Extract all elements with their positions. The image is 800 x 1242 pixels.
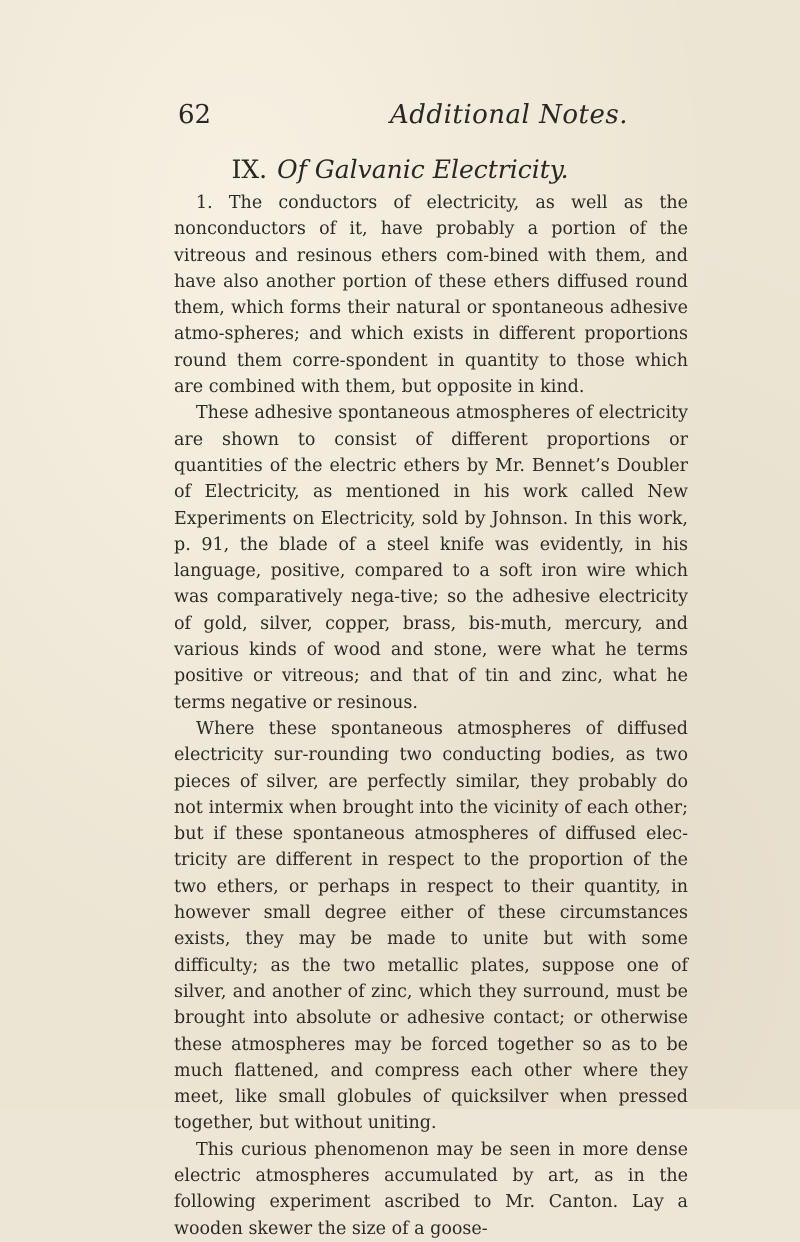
paragraph: These adhesive spontaneous atmospheres of electricity are shown to consist of different proportions or quantities of the electric ethers by Mr. Bennet’s Doubler of Electricity, as mentioned in his work called New Experiments on Electricity, sold by Johnson. In this work, p. 91, the blade of a steel knife was evidently, in his language, positive, compared to a soft iron wire which was comparatively nega-tive; so the adhesive electricity of gold, silver, copper, brass, bis-muth, mercury, and various kinds of wood and stone, were what he terms positive or vitreous; and that of tin and zinc, what he terms negative or resinous.	[174, 403, 688, 713]
section-heading	[0, 155, 800, 184]
section-title: Of Galvanic Electricity.	[277, 155, 569, 184]
section-number: IX.	[231, 155, 268, 184]
paragraph: 1. The conductors of electricity, as well as the nonconductors of it, have probably a portion of the vitreous and resinous ethers com-bined with them, and have also another portion of these ethers diffused round them, which forms their natural or spontaneous adhesive atmo-spheres; and which exists in different proportions round them corre-spondent in quantity to those which are combined with them, but opposite in kind.	[174, 193, 688, 398]
page-number: 62	[178, 100, 212, 130]
running-head	[0, 100, 800, 140]
paragraph: This curious phenomenon may be seen in more dense electric atmospheres accumulated by art, as in the following experiment ascribed to Mr. Canton. Lay a wooden skewer the size of a goose-	[174, 1139, 688, 1239]
running-title: Additional Notes.	[390, 100, 628, 130]
paragraph: Where these spontaneous atmospheres of diffused electricity sur-rounding two conducting bodies, as two pieces of silver, are perfectly similar, they probably do not intermix when brought into the vicinity of each other; but if these spontaneous atmospheres of diffused elec-tricity are different in respect to the proportion of the two ethers, or perhaps in respect to their quantity, in however small degree either of these circumstances exists, they may be made to unite but with some difficulty; as the two metallic plates, suppose one of silver, and another of zinc, which they surround, must be brought into absolute or adhesive contact; or otherwise these atmospheres may be forced together so as to be much flattened, and compress each other where they meet, like small globules of quicksilver when pressed together, but without uniting.	[174, 718, 688, 1134]
body-text	[174, 190, 688, 1242]
